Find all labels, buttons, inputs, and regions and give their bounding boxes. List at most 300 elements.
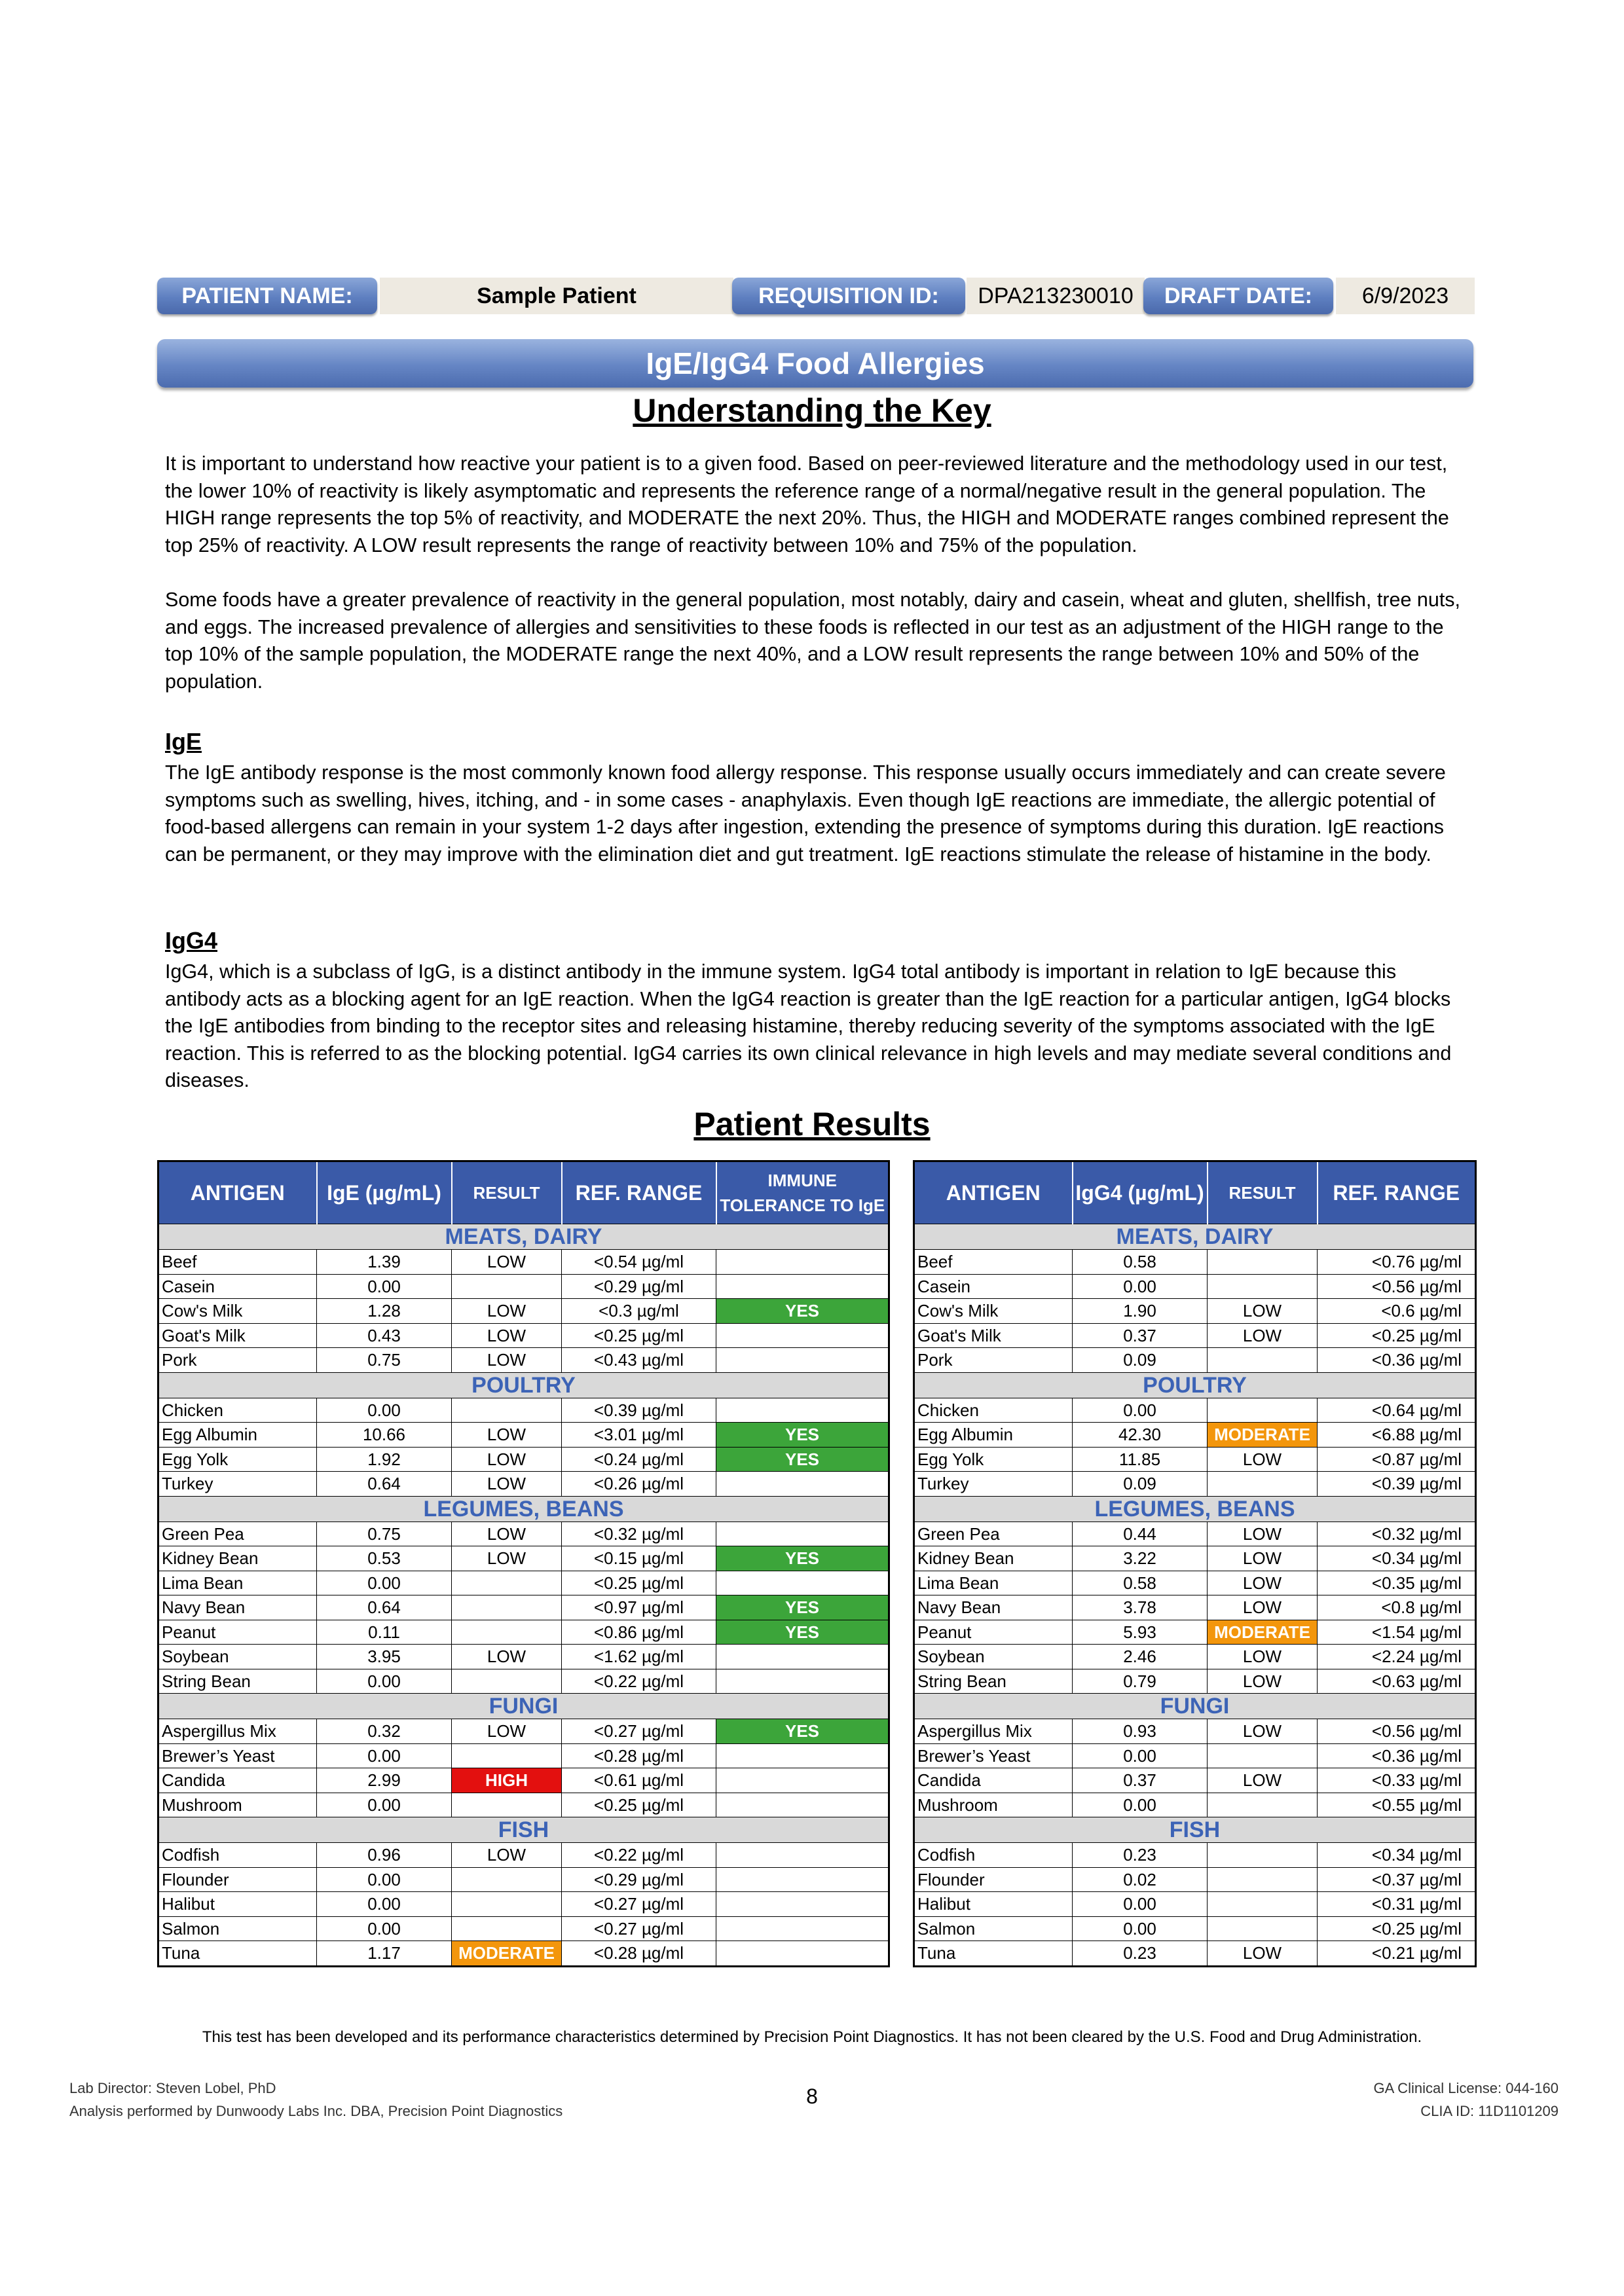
- category-row: [158, 1694, 889, 1719]
- antigen-cell: Soybean: [914, 1645, 1073, 1669]
- result-cell: LOW: [1208, 1595, 1318, 1620]
- category-row: [158, 1496, 889, 1522]
- result-cell: LOW: [452, 1348, 562, 1373]
- ref-range-cell: <0.22 µg/ml: [562, 1843, 716, 1868]
- tolerance-cell: YES: [716, 1447, 889, 1472]
- antigen-cell: Navy Bean: [158, 1595, 317, 1620]
- result-cell: [452, 1892, 562, 1917]
- table-row: [914, 1743, 1476, 1768]
- table-row: [158, 1323, 889, 1348]
- category-row: [914, 1372, 1476, 1398]
- result-cell: LOW: [452, 1472, 562, 1497]
- table-row: [914, 1398, 1476, 1423]
- igg4-paragraph: IgG4, which is a subclass of IgG, is a distinct antibody in the immune system. IgG4 total antibody is important in relation to IgE because this antibody acts as a blocking agent for an IgE reaction. When the IgG4 reaction is greater than the IgE reaction for a particular antigen, IgG4 blocks the IgE antibodies from binding to the receptor sites and releasing histamine, thereby reducing severity of the symptoms associated with the IgE reaction. This is referred to as the blocking potential. IgG4 carries its own clinical relevance in high levels and may mediate several conditions and diseases.: [165, 960, 1452, 1091]
- ige-header-row: [158, 1161, 889, 1224]
- igg4-header-row: [914, 1161, 1476, 1224]
- results-title: Patient Results: [693, 1106, 931, 1142]
- antigen-cell: Egg Albumin: [914, 1423, 1073, 1448]
- value-cell: 0.00: [317, 1867, 452, 1892]
- result-cell: LOW: [452, 1250, 562, 1275]
- table-row: [158, 1620, 889, 1645]
- result-cell: LOW: [452, 1645, 562, 1669]
- value-cell: 42.30: [1073, 1423, 1208, 1448]
- fda-disclaimer: This test has been developed and its performance characteristics determined by Precision Point Diagnostics. It has not been cleared by the U.S. Food and Drug Administration.: [202, 2028, 1422, 2046]
- patient-name-label: PATIENT NAME:: [157, 278, 377, 314]
- antigen-cell: Navy Bean: [914, 1595, 1073, 1620]
- result-cell: MODERATE: [1208, 1620, 1318, 1645]
- tolerance-cell: YES: [716, 1719, 889, 1744]
- table-row: [158, 1571, 889, 1595]
- tolerance-cell: [716, 1398, 889, 1423]
- category-label: MEATS, DAIRY: [158, 1224, 889, 1250]
- value-cell: 0.00: [317, 1916, 452, 1941]
- table-row: [158, 1843, 889, 1868]
- value-cell: 1.28: [317, 1299, 452, 1324]
- ref-range-cell: <1.62 µg/ml: [562, 1645, 716, 1669]
- ref-range-cell: <0.54 µg/ml: [562, 1250, 716, 1275]
- table-row: [158, 1719, 889, 1744]
- ref-range-cell: <0.24 µg/ml: [562, 1447, 716, 1472]
- category-label: POULTRY: [158, 1372, 889, 1398]
- result-cell: [1208, 1472, 1318, 1497]
- antigen-cell: Beef: [158, 1250, 317, 1275]
- value-cell: 1.17: [317, 1941, 452, 1967]
- result-cell: LOW: [452, 1423, 562, 1448]
- tolerance-cell: YES: [716, 1620, 889, 1645]
- antigen-cell: Lima Bean: [914, 1571, 1073, 1595]
- antigen-cell: Casein: [914, 1274, 1073, 1299]
- value-cell: 0.00: [1073, 1916, 1208, 1941]
- value-cell: 11.85: [1073, 1447, 1208, 1472]
- tolerance-cell: [716, 1522, 889, 1546]
- antigen-cell: Aspergillus Mix: [158, 1719, 317, 1744]
- antigen-cell: Candida: [914, 1768, 1073, 1793]
- value-cell: 0.58: [1073, 1571, 1208, 1595]
- key-title: Understanding the Key: [633, 392, 991, 429]
- antigen-cell: Green Pea: [158, 1522, 317, 1546]
- value-cell: 0.64: [317, 1595, 452, 1620]
- ref-range-cell: <0.55 µg/ml: [1318, 1793, 1476, 1817]
- ref-range-cell: <3.01 µg/ml: [562, 1423, 716, 1448]
- table-row: [914, 1843, 1476, 1868]
- tolerance-cell: [716, 1250, 889, 1275]
- ref-range-cell: <0.22 µg/ml: [562, 1669, 716, 1694]
- table-row: [914, 1719, 1476, 1744]
- result-cell: LOW: [1208, 1447, 1318, 1472]
- ref-range-cell: <0.25 µg/ml: [562, 1571, 716, 1595]
- value-cell: 0.00: [317, 1793, 452, 1817]
- antigen-cell: Tuna: [158, 1941, 317, 1967]
- antigen-cell: Casein: [158, 1274, 317, 1299]
- ref-range-cell: <0.34 µg/ml: [1318, 1843, 1476, 1868]
- table-row: [158, 1669, 889, 1694]
- clia-id: CLIA ID: 11D1101209: [1420, 2103, 1559, 2119]
- ref-range-cell: <0.26 µg/ml: [562, 1472, 716, 1497]
- value-cell: 0.44: [1073, 1522, 1208, 1546]
- antigen-cell: Codfish: [914, 1843, 1073, 1868]
- antigen-cell: Flounder: [914, 1867, 1073, 1892]
- value-cell: 0.00: [1073, 1274, 1208, 1299]
- antigen-cell: Codfish: [158, 1843, 317, 1868]
- ige-paragraph: The IgE antibody response is the most commonly known food allergy response. This response usually occurs immediately and can create severe symptoms such as swelling, hives, itching, and - in some cases - anaphylaxis. Even though IgE reactions are immediate, the allergic potential of food-based allergens can remain in your system 1-2 days after ingestion, extending the presence of symptoms during this duration. IgE reactions can be permanent, or they may improve with the elimination diet and gut treatment. IgE reactions stimulate the release of histamine in the body.: [165, 761, 1446, 866]
- value-cell: 0.93: [1073, 1719, 1208, 1744]
- category-label: FUNGI: [914, 1694, 1476, 1719]
- value-cell: 0.37: [1073, 1768, 1208, 1793]
- table-row: [914, 1299, 1476, 1324]
- result-cell: [1208, 1398, 1318, 1423]
- igg4-col-antigen: ANTIGEN: [914, 1161, 1073, 1224]
- table-row: [158, 1645, 889, 1669]
- antigen-cell: Salmon: [914, 1916, 1073, 1941]
- category-label: LEGUMES, BEANS: [914, 1496, 1476, 1522]
- ref-range-cell: <0.39 µg/ml: [562, 1398, 716, 1423]
- antigen-cell: Halibut: [158, 1892, 317, 1917]
- ref-range-cell: <0.37 µg/ml: [1318, 1867, 1476, 1892]
- igg4-col-result: RESULT: [1208, 1161, 1318, 1224]
- ref-range-cell: <0.27 µg/ml: [562, 1916, 716, 1941]
- tolerance-cell: [716, 1843, 889, 1868]
- category-row: [158, 1372, 889, 1398]
- value-cell: 3.78: [1073, 1595, 1208, 1620]
- value-cell: 0.00: [1073, 1892, 1208, 1917]
- value-cell: 0.00: [1073, 1743, 1208, 1768]
- table-row: [914, 1571, 1476, 1595]
- value-cell: 0.75: [317, 1348, 452, 1373]
- value-cell: 0.00: [317, 1892, 452, 1917]
- table-row: [158, 1299, 889, 1324]
- ige-col-value: IgE (µg/mL): [317, 1161, 452, 1224]
- ref-range-cell: <0.87 µg/ml: [1318, 1447, 1476, 1472]
- antigen-cell: Goat's Milk: [914, 1323, 1073, 1348]
- antigen-cell: Soybean: [158, 1645, 317, 1669]
- tolerance-cell: [716, 1793, 889, 1817]
- requisition-id-value: DPA213230010: [967, 278, 1145, 314]
- result-cell: LOW: [1208, 1571, 1318, 1595]
- result-cell: [452, 1669, 562, 1694]
- category-label: FUNGI: [158, 1694, 889, 1719]
- value-cell: 0.53: [317, 1546, 452, 1571]
- analysis-performed-by: Analysis performed by Dunwoody Labs Inc. DBA, Precision Point Diagnostics: [69, 2103, 563, 2119]
- ige-results-table: [157, 1160, 890, 1967]
- clinical-license: GA Clinical License: 044-160: [1373, 2080, 1559, 2096]
- result-cell: [452, 1398, 562, 1423]
- table-row: [914, 1892, 1476, 1917]
- antigen-cell: Goat's Milk: [158, 1323, 317, 1348]
- ref-range-cell: <0.25 µg/ml: [1318, 1916, 1476, 1941]
- table-row: [914, 1250, 1476, 1275]
- table-row: [158, 1447, 889, 1472]
- ref-range-cell: <0.76 µg/ml: [1318, 1250, 1476, 1275]
- antigen-cell: Pork: [158, 1348, 317, 1373]
- value-cell: 2.99: [317, 1768, 452, 1793]
- ref-range-cell: <0.29 µg/ml: [562, 1867, 716, 1892]
- tolerance-cell: [716, 1916, 889, 1941]
- table-row: [914, 1546, 1476, 1571]
- table-row: [914, 1645, 1476, 1669]
- table-row: [158, 1522, 889, 1546]
- table-row: [158, 1472, 889, 1497]
- table-row: [158, 1743, 889, 1768]
- result-cell: [1208, 1250, 1318, 1275]
- value-cell: 0.23: [1073, 1843, 1208, 1868]
- ref-range-cell: <0.34 µg/ml: [1318, 1546, 1476, 1571]
- tolerance-cell: [716, 1743, 889, 1768]
- ref-range-cell: <0.32 µg/ml: [1318, 1522, 1476, 1546]
- antigen-cell: Green Pea: [914, 1522, 1073, 1546]
- result-cell: [452, 1571, 562, 1595]
- antigen-cell: Kidney Bean: [158, 1546, 317, 1571]
- category-row: [914, 1694, 1476, 1719]
- ige-col-ref-range: REF. RANGE: [562, 1161, 716, 1224]
- tolerance-cell: [716, 1941, 889, 1967]
- value-cell: 10.66: [317, 1423, 452, 1448]
- result-cell: LOW: [1208, 1941, 1318, 1967]
- ref-range-cell: <0.97 µg/ml: [562, 1595, 716, 1620]
- result-cell: [1208, 1843, 1318, 1868]
- table-row: [914, 1472, 1476, 1497]
- ref-range-cell: <0.31 µg/ml: [1318, 1892, 1476, 1917]
- table-row: [914, 1522, 1476, 1546]
- draft-date-label: DRAFT DATE:: [1143, 278, 1333, 314]
- result-cell: MODERATE: [1208, 1423, 1318, 1448]
- result-cell: MODERATE: [452, 1941, 562, 1967]
- result-cell: LOW: [1208, 1299, 1318, 1324]
- result-cell: [452, 1916, 562, 1941]
- antigen-cell: Pork: [914, 1348, 1073, 1373]
- table-row: [914, 1595, 1476, 1620]
- result-cell: LOW: [1208, 1546, 1318, 1571]
- value-cell: 0.23: [1073, 1941, 1208, 1967]
- value-cell: 0.09: [1073, 1348, 1208, 1373]
- value-cell: 0.00: [317, 1571, 452, 1595]
- value-cell: 0.75: [317, 1522, 452, 1546]
- value-cell: 0.32: [317, 1719, 452, 1744]
- table-row: [914, 1323, 1476, 1348]
- antigen-cell: String Bean: [914, 1669, 1073, 1694]
- value-cell: 0.09: [1073, 1472, 1208, 1497]
- antigen-cell: Turkey: [158, 1472, 317, 1497]
- antigen-cell: Tuna: [914, 1941, 1073, 1967]
- table-row: [158, 1274, 889, 1299]
- antigen-cell: Turkey: [914, 1472, 1073, 1497]
- tolerance-cell: YES: [716, 1299, 889, 1324]
- result-cell: LOW: [1208, 1645, 1318, 1669]
- ref-range-cell: <0.28 µg/ml: [562, 1743, 716, 1768]
- ref-range-cell: <0.29 µg/ml: [562, 1274, 716, 1299]
- antigen-cell: Brewer’s Yeast: [914, 1743, 1073, 1768]
- antigen-cell: Cow's Milk: [158, 1299, 317, 1324]
- result-cell: LOW: [1208, 1768, 1318, 1793]
- table-row: [914, 1793, 1476, 1817]
- ref-range-cell: <0.27 µg/ml: [562, 1719, 716, 1744]
- ref-range-cell: <0.64 µg/ml: [1318, 1398, 1476, 1423]
- result-cell: LOW: [452, 1447, 562, 1472]
- ref-range-cell: <0.36 µg/ml: [1318, 1743, 1476, 1768]
- ref-range-cell: <0.21 µg/ml: [1318, 1941, 1476, 1967]
- result-cell: LOW: [452, 1522, 562, 1546]
- category-row: [158, 1817, 889, 1843]
- antigen-cell: Mushroom: [914, 1793, 1073, 1817]
- result-cell: [1208, 1892, 1318, 1917]
- ref-range-cell: <0.32 µg/ml: [562, 1522, 716, 1546]
- ref-range-cell: <0.43 µg/ml: [562, 1348, 716, 1373]
- value-cell: 0.00: [317, 1743, 452, 1768]
- value-cell: 0.00: [1073, 1793, 1208, 1817]
- intro-paragraph-1: It is important to understand how reactive your patient is to a given food. Based on peer-reviewed literature and the methodology used in our test, the lower 10% of reactivity is likely asymptomatic and represents the reference range of a normal/negative result in the general population. The HIGH range represents the top 5% of reactivity, and MODERATE the next 20%. Thus, the HIGH and MODERATE ranges combined represent the top 25% of reactivity. A LOW result represents the range of reactivity between 10% and 75% of the population.: [165, 452, 1449, 556]
- result-cell: LOW: [1208, 1669, 1318, 1694]
- ref-range-cell: <0.56 µg/ml: [1318, 1719, 1476, 1744]
- igg4-col-ref-range: REF. RANGE: [1318, 1161, 1476, 1224]
- value-cell: 0.37: [1073, 1323, 1208, 1348]
- ref-range-cell: <0.39 µg/ml: [1318, 1472, 1476, 1497]
- value-cell: 0.43: [317, 1323, 452, 1348]
- table-row: [914, 1768, 1476, 1793]
- table-row: [158, 1941, 889, 1967]
- table-row: [914, 1620, 1476, 1645]
- antigen-cell: Aspergillus Mix: [914, 1719, 1073, 1744]
- category-row: [914, 1224, 1476, 1250]
- result-cell: LOW: [1208, 1522, 1318, 1546]
- table-row: [158, 1595, 889, 1620]
- ref-range-cell: <0.28 µg/ml: [562, 1941, 716, 1967]
- ref-range-cell: <6.88 µg/ml: [1318, 1423, 1476, 1448]
- ref-range-cell: <0.61 µg/ml: [562, 1768, 716, 1793]
- antigen-cell: Cow's Milk: [914, 1299, 1073, 1324]
- result-cell: LOW: [1208, 1719, 1318, 1744]
- category-label: FISH: [914, 1817, 1476, 1843]
- value-cell: 0.00: [317, 1669, 452, 1694]
- intro-paragraph-2: Some foods have a greater prevalence of reactivity in the general population, most notably, dairy and casein, wheat and gluten, shellfish, tree nuts, and eggs. The increased prevalence of allergies and sensitivities to these foods is reflected in our test as an adjustment of the HIGH range to the top 10% of the sample population, the MODERATE range the next 40%, and a LOW result represents the range between 10% and 50% of the population.: [165, 589, 1461, 693]
- tolerance-cell: [716, 1867, 889, 1892]
- result-cell: [452, 1595, 562, 1620]
- igg4-heading: IgG4: [165, 927, 218, 954]
- antigen-cell: Lima Bean: [158, 1571, 317, 1595]
- result-cell: LOW: [452, 1843, 562, 1868]
- antigen-cell: Candida: [158, 1768, 317, 1793]
- ref-range-cell: <0.25 µg/ml: [562, 1793, 716, 1817]
- table-row: [158, 1398, 889, 1423]
- ige-col-result: RESULT: [452, 1161, 562, 1224]
- requisition-id-label: REQUISITION ID:: [732, 278, 965, 314]
- result-cell: [452, 1620, 562, 1645]
- category-row: [158, 1224, 889, 1250]
- result-cell: LOW: [452, 1719, 562, 1744]
- result-cell: [1208, 1867, 1318, 1892]
- result-cell: LOW: [452, 1299, 562, 1324]
- tolerance-cell: [716, 1892, 889, 1917]
- value-cell: 0.00: [317, 1274, 452, 1299]
- ref-range-cell: <0.25 µg/ml: [562, 1323, 716, 1348]
- result-cell: [452, 1274, 562, 1299]
- antigen-cell: Peanut: [914, 1620, 1073, 1645]
- ref-range-cell: <0.56 µg/ml: [1318, 1274, 1476, 1299]
- category-label: POULTRY: [914, 1372, 1476, 1398]
- igg4-results-table: [913, 1160, 1477, 1967]
- ref-range-cell: <0.8 µg/ml: [1318, 1595, 1476, 1620]
- table-row: [914, 1669, 1476, 1694]
- ref-range-cell: <0.3 µg/ml: [562, 1299, 716, 1324]
- table-row: [158, 1867, 889, 1892]
- table-row: [158, 1768, 889, 1793]
- category-row: [914, 1817, 1476, 1843]
- result-cell: LOW: [452, 1323, 562, 1348]
- antigen-cell: Salmon: [158, 1916, 317, 1941]
- tolerance-cell: [716, 1669, 889, 1694]
- ref-range-cell: <0.15 µg/ml: [562, 1546, 716, 1571]
- tolerance-cell: [716, 1645, 889, 1669]
- table-row: [914, 1941, 1476, 1967]
- ige-col-antigen: ANTIGEN: [158, 1161, 317, 1224]
- table-row: [158, 1916, 889, 1941]
- footer-left: [69, 2077, 563, 2123]
- antigen-cell: Flounder: [158, 1867, 317, 1892]
- result-cell: [452, 1743, 562, 1768]
- value-cell: 0.64: [317, 1472, 452, 1497]
- table-row: [158, 1793, 889, 1817]
- tolerance-cell: [716, 1274, 889, 1299]
- value-cell: 5.93: [1073, 1620, 1208, 1645]
- ref-range-cell: <2.24 µg/ml: [1318, 1645, 1476, 1669]
- antigen-cell: Chicken: [158, 1398, 317, 1423]
- tolerance-cell: YES: [716, 1595, 889, 1620]
- table-row: [914, 1867, 1476, 1892]
- ref-range-cell: <0.25 µg/ml: [1318, 1323, 1476, 1348]
- tolerance-cell: [716, 1323, 889, 1348]
- tolerance-cell: YES: [716, 1546, 889, 1571]
- ref-range-cell: <0.33 µg/ml: [1318, 1768, 1476, 1793]
- value-cell: 3.95: [317, 1645, 452, 1669]
- result-cell: LOW: [1208, 1323, 1318, 1348]
- value-cell: 1.92: [317, 1447, 452, 1472]
- report-banner: IgE/IgG4 Food Allergies: [157, 339, 1473, 388]
- antigen-cell: String Bean: [158, 1669, 317, 1694]
- patient-name-value: Sample Patient: [380, 278, 733, 314]
- footer-right: [1374, 2077, 1559, 2123]
- table-row: [914, 1274, 1476, 1299]
- value-cell: 0.02: [1073, 1867, 1208, 1892]
- result-cell: [1208, 1916, 1318, 1941]
- table-row: [158, 1892, 889, 1917]
- table-row: [158, 1250, 889, 1275]
- value-cell: 0.58: [1073, 1250, 1208, 1275]
- category-label: FISH: [158, 1817, 889, 1843]
- ref-range-cell: <0.36 µg/ml: [1318, 1348, 1476, 1373]
- lab-director: Lab Director: Steven Lobel, PhD: [69, 2080, 276, 2096]
- antigen-cell: Peanut: [158, 1620, 317, 1645]
- antigen-cell: Halibut: [914, 1892, 1073, 1917]
- value-cell: 1.90: [1073, 1299, 1208, 1324]
- antigen-cell: Mushroom: [158, 1793, 317, 1817]
- table-row: [914, 1916, 1476, 1941]
- antigen-cell: Kidney Bean: [914, 1546, 1073, 1571]
- antigen-cell: Egg Albumin: [158, 1423, 317, 1448]
- value-cell: 2.46: [1073, 1645, 1208, 1669]
- antigen-cell: Egg Yolk: [158, 1447, 317, 1472]
- ref-range-cell: <0.63 µg/ml: [1318, 1669, 1476, 1694]
- antigen-cell: Chicken: [914, 1398, 1073, 1423]
- value-cell: 0.00: [317, 1398, 452, 1423]
- antigen-cell: Beef: [914, 1250, 1073, 1275]
- table-row: [914, 1423, 1476, 1448]
- result-cell: LOW: [452, 1546, 562, 1571]
- category-row: [914, 1496, 1476, 1522]
- category-label: LEGUMES, BEANS: [158, 1496, 889, 1522]
- result-cell: [1208, 1348, 1318, 1373]
- result-cell: [1208, 1793, 1318, 1817]
- table-row: [158, 1546, 889, 1571]
- ref-range-cell: <1.54 µg/ml: [1318, 1620, 1476, 1645]
- antigen-cell: Brewer’s Yeast: [158, 1743, 317, 1768]
